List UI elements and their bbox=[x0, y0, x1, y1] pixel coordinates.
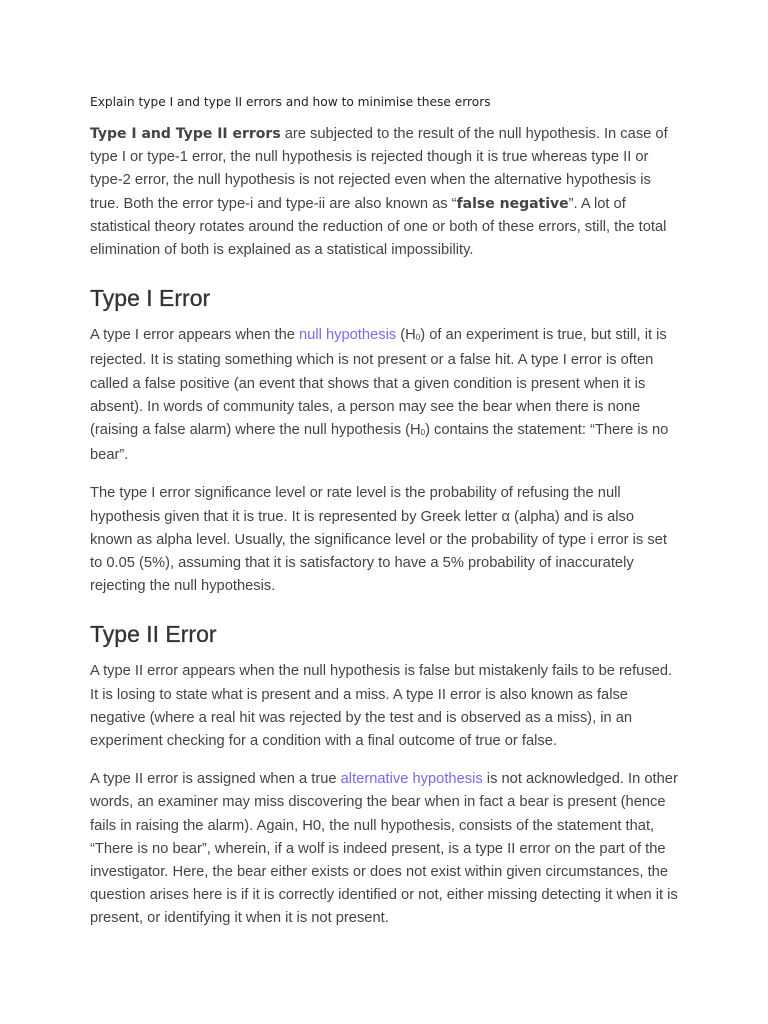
alternative-hypothesis-link[interactable]: alternative hypothesis bbox=[340, 771, 483, 788]
document-page bbox=[90, 93, 680, 931]
null-hypothesis-link[interactable]: null hypothesis bbox=[299, 327, 397, 344]
type1-heading: Type I Error bbox=[90, 285, 211, 312]
type2-heading: Type II Error bbox=[90, 621, 217, 648]
type2-p2-b: is not acknowledged. In other words, an examiner may miss discovering the bear when in fact a bear is present (hence fails in raising the alarm). Again, H0, the null hypothesis, consists of the statement that, “There is no bear”, wherein, if a wolf is indeed present, is a type II error on the part of the investigator. Here, the bear either exists or does not exist within given circumstances, the question arises here is if it is correctly identified or not, either missing detecting it when it is present, or identifying it when it is not present. bbox=[90, 771, 678, 927]
type1-p1-d: ) contains the statement: “There is no bear”. bbox=[90, 422, 669, 464]
intro-text-b: ”. A lot of statistical theory rotates around the reduction of one or both of these errors, still, the total elimination of both is explained as a statistical impossibility. bbox=[90, 195, 667, 259]
type1-p1-sub1: 0 bbox=[415, 333, 421, 343]
type2-p2-a: A type II error is assigned when a true bbox=[90, 771, 341, 788]
intro-bold-false-negative: false negative bbox=[456, 195, 569, 212]
type2-paragraph-1: A type II error appears when the null hypothesis is false but mistakenly fails to be refused. It is losing to state what is present and a miss. A type II error is also known as false negative (where a real hit was rejected by the test and is observed as a miss), in an experiment checking for a condition with a final outcome of true or false. bbox=[90, 663, 673, 750]
type1-p1-sub2: 0 bbox=[420, 428, 426, 438]
intro-bold-term: Type I and Type II errors bbox=[90, 126, 281, 142]
question-line: Explain type I and type II errors and how to minimise these errors bbox=[90, 95, 491, 109]
type1-p1-c: ) of an experiment is true, but still, it is rejected. It is stating something which is not present or a false hit. A type I error is often called a false positive (an event that shows that a given condition is present when it is absent). In words of community tales, a person may see the bear when there is none (raising a false alarm) where the null hypothesis (H bbox=[90, 327, 667, 439]
type2-paragraph-2 bbox=[90, 768, 680, 930]
type1-paragraph-1 bbox=[90, 324, 680, 467]
type1-paragraph-2: The type I error significance level or rate level is the probability of refusing the null hypothesis given that it is true. It is represented by Greek letter α (alpha) and is also known as alpha level. Usually, the significance level or the probability of type i error is set to 0.05 (5%), assuming that it is satisfactory to have a 5% probability of inaccurately rejecting the null hypothesis. bbox=[90, 485, 667, 595]
intro-text-a: are subjected to the result of the null hypothesis. In case of type I or type-1 error, the null hypothesis is rejected though it is true whereas type II or type-2 error, the null hypothesis is not rejected even when the alternative hypothesis is true. Both the error type-i and type-ii are also known as “ bbox=[90, 126, 668, 212]
intro-paragraph bbox=[90, 123, 680, 262]
type1-p1-a: A type I error appears when the bbox=[90, 327, 300, 344]
type1-p1-b: (H bbox=[396, 327, 416, 344]
